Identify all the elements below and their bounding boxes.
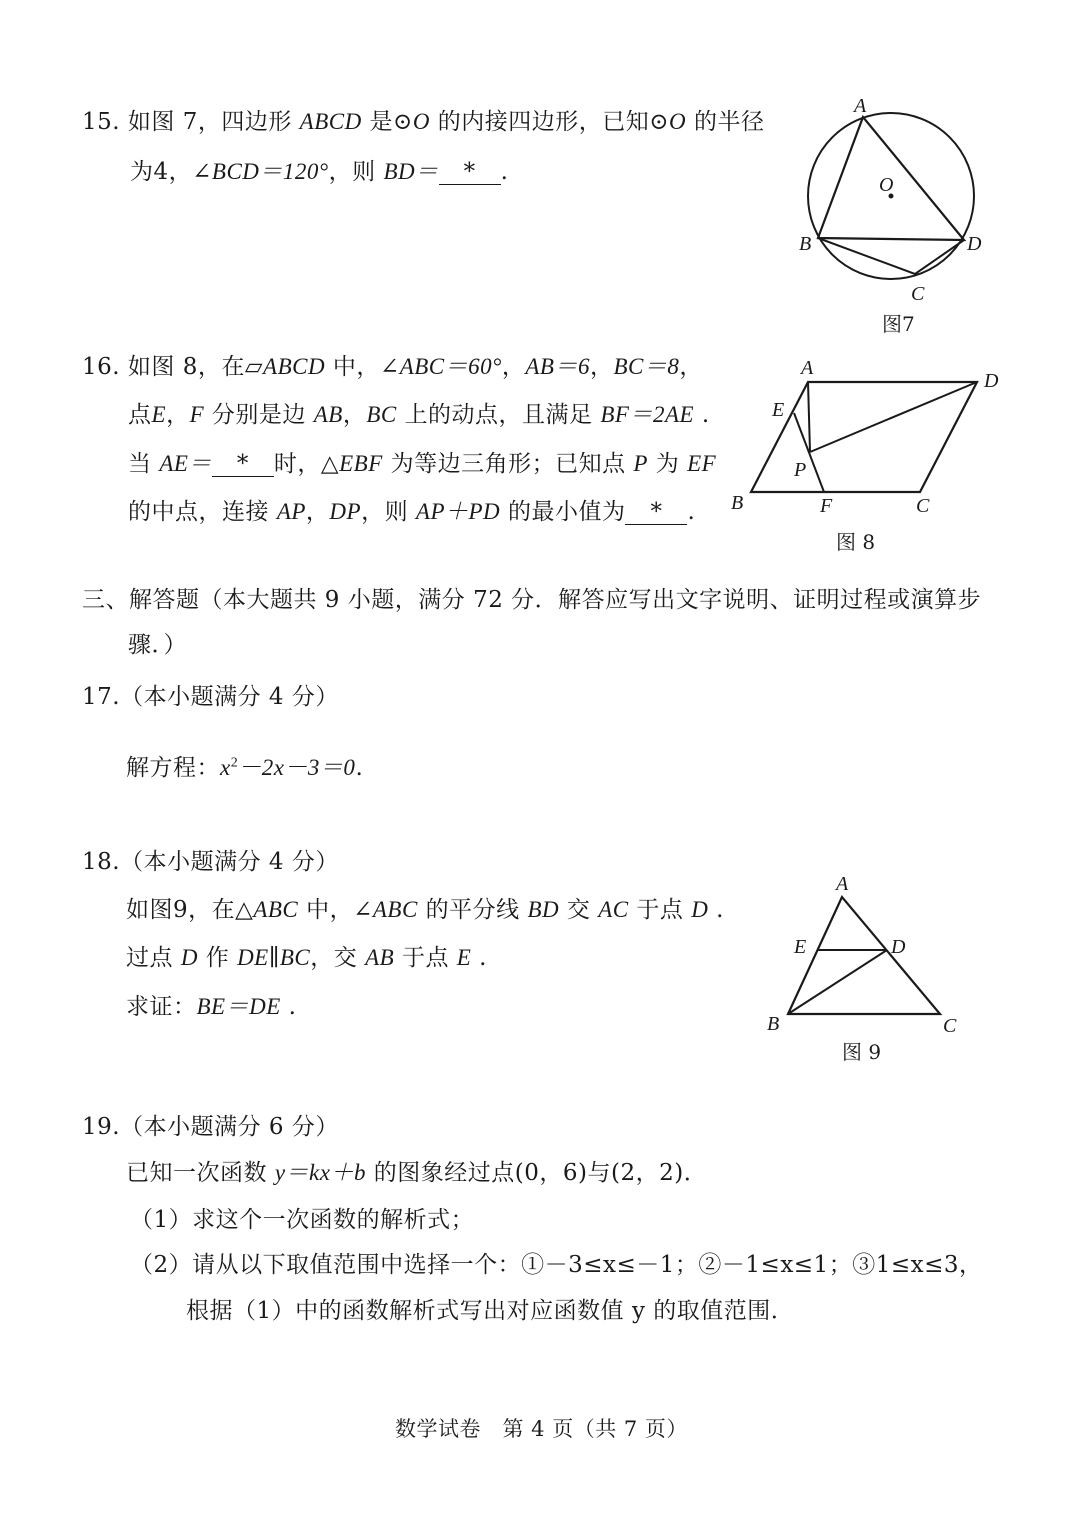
q15-line-1: 15. 如图 7，四边形 ABCD 是⊙O 的内接四边形，已知⊙O 的半径 — [82, 109, 765, 135]
figure-9-caption: 图 9 — [842, 1040, 882, 1064]
figure-9 — [760, 870, 970, 1040]
fig8-label-d: D — [984, 370, 999, 392]
section-3-title-cont: 骤．） — [128, 632, 187, 658]
q16-line-2: 点E，F 分别是边 AB，BC 上的动点，且满足 BF＝2AE . — [128, 402, 710, 428]
fig9-label-b: B — [767, 1013, 780, 1035]
fig8-segment-pd — [810, 382, 977, 452]
fig9-label-a: A — [836, 873, 849, 895]
fig8-label-e: E — [772, 399, 785, 421]
fig7-bcd — [818, 238, 964, 274]
figure-8-caption: 图 8 — [836, 530, 876, 554]
fig7-label-b: B — [799, 233, 812, 255]
fig7-label-a: A — [854, 95, 867, 117]
fig9-triangle-abc — [788, 897, 940, 1014]
q18-line-3: 求证：BE＝DE . — [126, 994, 297, 1020]
fig8-label-c: C — [916, 495, 930, 517]
q19-header: 19.（本小题满分 6 分） — [82, 1114, 339, 1140]
fig7-label-o: O — [879, 174, 894, 196]
fig9-label-d: D — [891, 936, 906, 958]
q18-line-1: 如图9，在△ABC 中，∠ABC 的平分线 BD 交 AC 于点 D . — [126, 897, 724, 923]
q15-line-2: 为4，∠BCD＝120°，则 BD＝ * . — [130, 159, 509, 185]
figure-8 — [725, 355, 1015, 520]
q16-number: 16. — [82, 354, 121, 380]
q17-header: 17.（本小题满分 4 分） — [82, 684, 339, 710]
q19-part-2-cont: 根据（1）中的函数解析式写出对应函数值 y 的取值范围． — [186, 1298, 795, 1324]
fig7-label-d: D — [967, 233, 982, 255]
q19-part-1: （1）求这个一次函数的解析式； — [130, 1207, 475, 1233]
page-footer: 数学试卷 第 4 页（共 7 页） — [395, 1417, 688, 1441]
section-3-title: 三、解答题（本大题共 9 小题，满分 72 分．解答应写出文字说明、证明过程或演算步 — [82, 587, 982, 613]
q15-answer-blank: * — [439, 160, 501, 185]
q18-header: 18.（本小题满分 4 分） — [82, 849, 339, 875]
fig8-parallelogram — [751, 382, 977, 492]
fig8-label-b: B — [731, 492, 744, 514]
q15-number: 15. — [82, 109, 121, 135]
fig9-label-e: E — [794, 936, 807, 958]
q16-line-3: 当 AE＝ * 时，△EBF 为等边三角形；已知点 P 为 EF — [128, 451, 717, 477]
fig8-label-a: A — [801, 357, 814, 379]
fig8-label-p: P — [794, 459, 807, 481]
q16-answer-blank-2: * — [625, 500, 687, 525]
fig7-label-c: C — [911, 283, 925, 305]
q19-part-2: （2）请从以下取值范围中选择一个：①－3≤x≤－1；②－1≤x≤1；③1≤x≤3， — [130, 1252, 983, 1278]
q16-answer-blank-1: * — [212, 452, 274, 477]
q18-line-2: 过点 D 作 DE∥BC，交 AB 于点 E . — [126, 945, 487, 971]
fig8-segment-ap — [808, 382, 810, 452]
q19-line-1: 已知一次函数 y＝kx＋b 的图象经过点(0，6)与(2，2)． — [126, 1160, 708, 1186]
figure-7-caption: 图7 — [882, 312, 915, 336]
q17-equation: 解方程：$x^2-2x-3=0$. — [126, 755, 364, 781]
figure-7 — [790, 90, 990, 310]
fig9-label-c: C — [943, 1015, 957, 1037]
q16-line-4: 的中点，连接 AP，DP，则 AP＋PD 的最小值为 * . — [128, 499, 696, 525]
fig8-label-f: F — [820, 495, 833, 517]
q16-line-1: 16. 如图 8，在▱ABCD 中，∠ABC＝60°，AB＝6，BC＝8， — [82, 354, 703, 380]
